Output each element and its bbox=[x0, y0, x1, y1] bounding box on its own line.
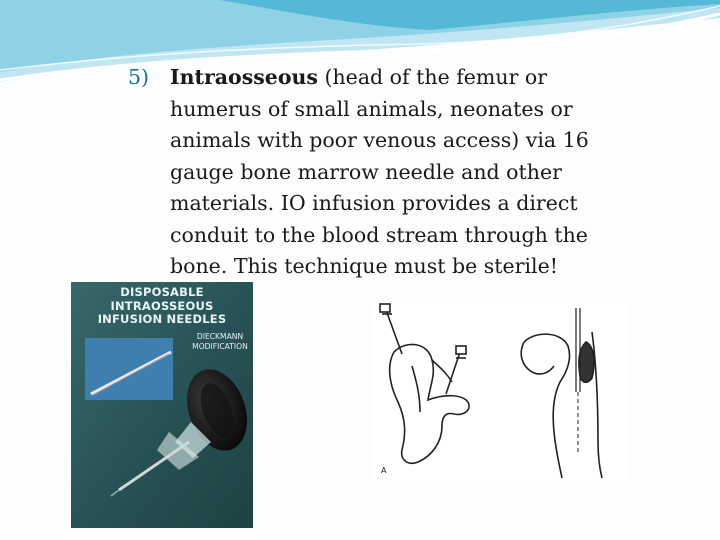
photo-title bbox=[71, 286, 253, 327]
photo-title-line1: DISPOSABLE bbox=[120, 285, 204, 299]
bullet-body: (head of the femur or humerus of small animals, neonates or animals with poor venous access) via 16 gauge bone marrow needle and other materials. IO infusion provides a direct conduit to the blood stream through the bone. This technique must be sterile! bbox=[170, 65, 589, 278]
femur-line-art bbox=[372, 302, 628, 482]
femur-needle-drawing bbox=[372, 302, 628, 482]
photo-title-line3: INFUSION NEEDLES bbox=[97, 312, 227, 326]
photo-subtitle-line2: MODIFICATION bbox=[192, 342, 248, 351]
photo-subtitle-line1: DIECKMANN bbox=[196, 332, 244, 341]
bullet-item-5 bbox=[128, 62, 598, 283]
photo-title-line2: INTRAOSSEOUS bbox=[110, 298, 214, 313]
bullet-number: 5) bbox=[128, 65, 150, 89]
bullet-text bbox=[170, 62, 598, 283]
needle-product-photo bbox=[71, 282, 253, 528]
photo-subtitle bbox=[187, 332, 253, 352]
bullet-bold-term: Intraosseous bbox=[170, 65, 318, 89]
figure-letter: A bbox=[381, 466, 387, 475]
